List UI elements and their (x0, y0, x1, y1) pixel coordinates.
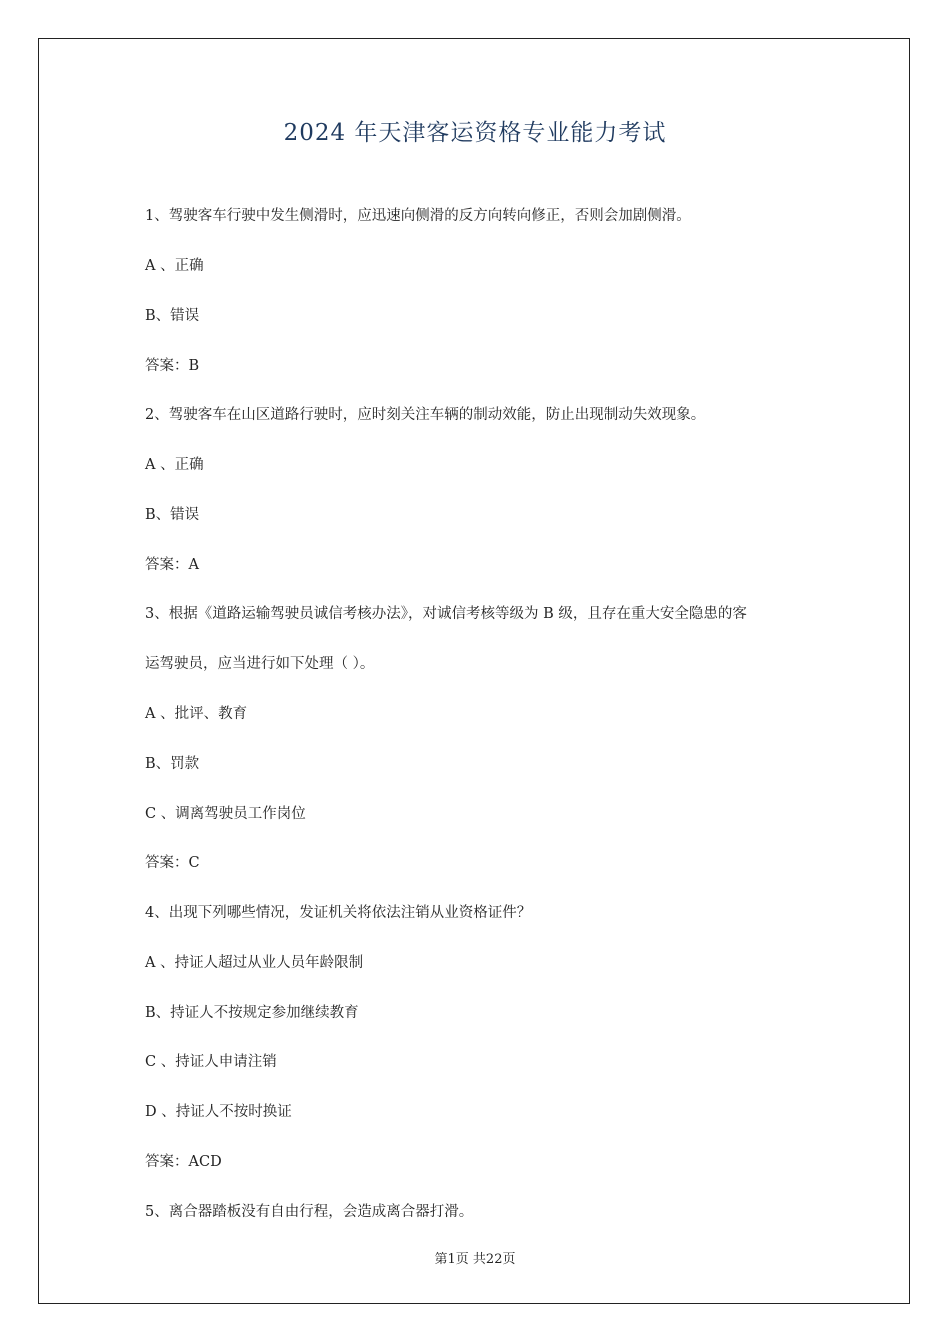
question-4-option-d: D 、持证人不按时换证 (145, 1104, 292, 1120)
question-1-answer: 答案：B (145, 358, 200, 374)
question-2-text: 2、驾驶客车在山区道路行驶时，应时刻关注车辆的制动效能，防止出现制动失效现象。 (145, 407, 706, 423)
question-4-answer: 答案：ACD (145, 1154, 222, 1170)
question-4-option-c: C 、持证人申请注销 (145, 1054, 277, 1070)
question-5-text: 5、离合器踏板没有自由行程，会造成离合器打滑。 (145, 1204, 474, 1220)
question-3-text: 3、根据《道路运输驾驶员诚信考核办法》，对诚信考核等级为 B 级，且存在重大安全隐患的客 (145, 606, 747, 622)
question-1-option-a: A 、正确 (145, 258, 204, 274)
question-3-answer: 答案：C (145, 855, 200, 871)
question-3-text-continued: 运驾驶员，应当进行如下处理（ ）。 (145, 656, 375, 672)
question-3-option-b: B、罚款 (145, 756, 200, 772)
question-2-answer: 答案：A (145, 557, 199, 573)
question-1-option-b: B、错误 (145, 308, 200, 324)
question-2-option-a: A 、正确 (145, 457, 204, 473)
question-4-text: 4、出现下列哪些情况，发证机关将依法注销从业资格证件？ (145, 905, 532, 921)
page-number-footer: 第1页 共22页 (434, 1252, 516, 1267)
question-1-text: 1、驾驶客车行驶中发生侧滑时，应迅速向侧滑的反方向转向修正，否则会加剧侧滑。 (145, 208, 691, 224)
question-3-option-c: C 、调离驾驶员工作岗位 (145, 806, 306, 822)
document-title: 2024 年天津客运资格专业能力考试 (283, 120, 667, 146)
question-4-option-a: A 、持证人超过从业人员年龄限制 (145, 955, 364, 971)
question-3-option-a: A 、批评、教育 (145, 706, 248, 722)
question-2-option-b: B、错误 (145, 507, 200, 523)
question-4-option-b: B、持证人不按规定参加继续教育 (145, 1005, 359, 1021)
